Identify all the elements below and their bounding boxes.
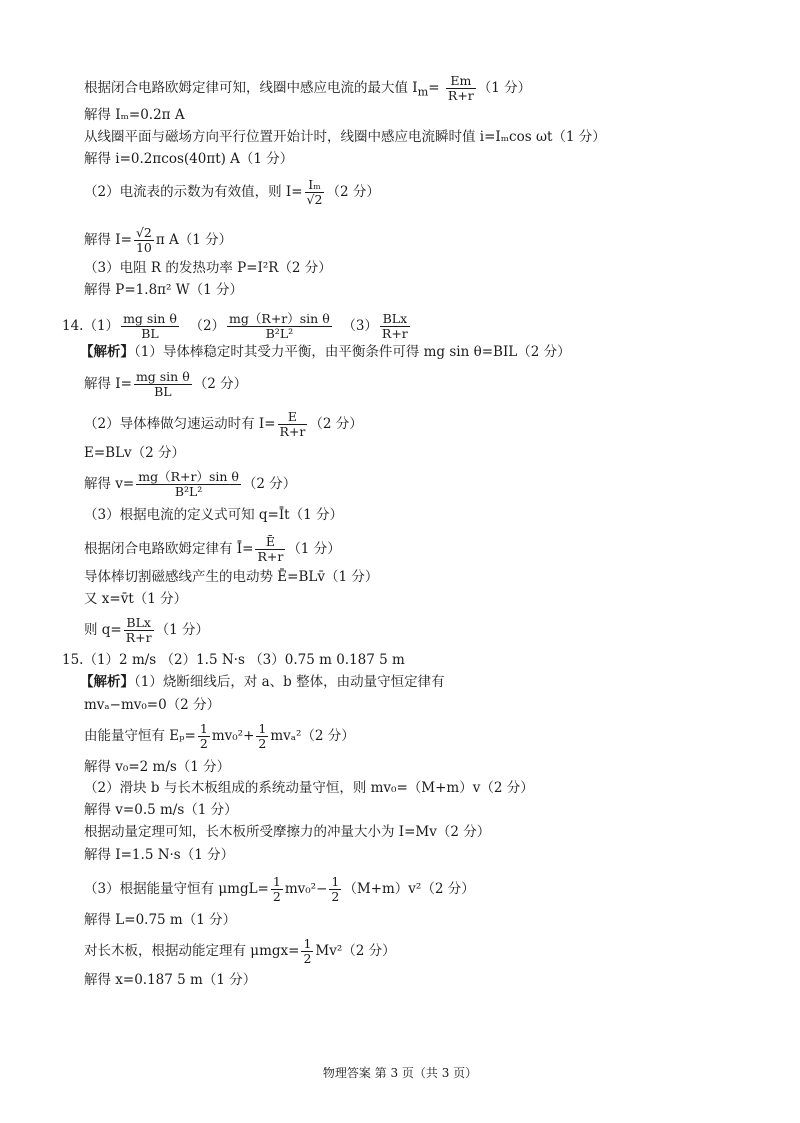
q13-line6-text: 解得 I= xyxy=(84,232,132,248)
q13-line1-eq: = xyxy=(428,80,440,96)
q14-line3 xyxy=(84,410,363,439)
frac-num: 1 xyxy=(303,936,312,951)
q14-answers xyxy=(62,312,412,341)
frac-den: R+r xyxy=(257,549,284,564)
frac-den: BL xyxy=(154,384,172,399)
q15-line3 xyxy=(84,722,355,751)
q14-l10-fraction xyxy=(124,616,154,645)
frac-num: Iₘ xyxy=(305,178,325,193)
q14-line4: E=BLv（2 分） xyxy=(84,445,186,461)
q14-line10-text: 则 q= xyxy=(84,622,122,638)
q13-line4: 解得 i=0.2πcos(40πt) A（1 分） xyxy=(84,151,294,167)
q15-line12: 解得 x=0.187 5 m（1 分） xyxy=(84,972,257,988)
q15-line5: （2）滑块 b 与长木板组成的系统动量守恒，则 mv₀=（M+m）v（2 分） xyxy=(84,780,534,796)
q14-line5 xyxy=(84,470,296,499)
q14-line3-score: （2 分） xyxy=(309,416,363,432)
q15-line3-tail: mvₐ²（2 分） xyxy=(270,728,355,744)
q15-line9-text: （3）根据能量守恒有 μmgL= xyxy=(84,881,269,897)
frac-den: R+r xyxy=(279,424,306,439)
page-footer: 物理答案 第 3 页（共 3 页） xyxy=(322,1066,478,1080)
q15-l9-frac1 xyxy=(271,875,283,904)
q14-line9: 又 x=v̄t（1 分） xyxy=(84,591,188,607)
frac-den: R+r xyxy=(381,326,408,341)
analysis-tag: 【解析】 xyxy=(80,674,134,690)
q15-line3-text: 由能量守恒有 Eₚ= xyxy=(84,728,196,744)
q13-line1 xyxy=(84,74,531,103)
q13-im-fraction xyxy=(446,74,476,103)
q14-a2-fraction xyxy=(227,312,332,341)
q15-line9-tail: （M+m）v²（2 分） xyxy=(343,881,475,897)
q15-answers: 15.（1）2 m/s （2）1.5 N·s （3）0.75 m 0.187 5 m xyxy=(62,652,405,668)
q14-line2 xyxy=(84,370,247,399)
frac-den: 2 xyxy=(331,889,340,904)
frac-num: mg（R+r）sin θ xyxy=(138,469,239,484)
frac-num: 1 xyxy=(272,874,281,889)
q15-line9-mid: mv₀²− xyxy=(284,881,328,897)
q13-line6-tail: π A（1 分） xyxy=(155,232,233,248)
frac-den: BL xyxy=(141,326,159,341)
q14-line2-score: （2 分） xyxy=(193,376,248,392)
q14-l5-fraction xyxy=(136,470,241,499)
frac-num: BLx xyxy=(124,616,154,631)
frac-den: R+r xyxy=(125,630,152,645)
frac-num: E xyxy=(278,410,308,425)
q15-l11-fraction xyxy=(301,937,313,966)
q14-l7-fraction xyxy=(255,535,285,564)
frac-num: 1 xyxy=(258,721,267,736)
q14-a3-fraction xyxy=(380,312,410,341)
frac-den: 2 xyxy=(258,736,267,751)
q14-line8: 导体棒切割磁感线产生的电动势 Ē=BLv̄（1 分） xyxy=(84,569,379,585)
q13-line8: 解得 P=1.8π² W（1 分） xyxy=(84,282,243,298)
frac-den: R+r xyxy=(447,88,474,103)
q15-line11-tail: Mv²（2 分） xyxy=(315,943,396,959)
q13-line7: （3）电阻 R 的发热功率 P=I²R（2 分） xyxy=(84,260,332,276)
frac-num: BLx xyxy=(380,312,410,327)
q14-line6: （3）根据电流的定义式可知 q=Īt（1 分） xyxy=(84,507,343,523)
q13-line1-score: （1 分） xyxy=(477,80,532,96)
q14-a1-fraction xyxy=(121,312,179,341)
frac-den: 10 xyxy=(135,240,152,255)
q15-analysis-line1 xyxy=(80,673,445,691)
q14-analysis-line1 xyxy=(80,343,571,361)
q15-l3-frac1 xyxy=(198,722,210,751)
q14-answer-head: 14.（1） xyxy=(62,318,120,334)
frac-den: B²L² xyxy=(265,326,294,341)
q15-l9-frac2 xyxy=(329,875,341,904)
q14-l3-fraction xyxy=(278,410,308,439)
q13-line2: 解得 Iₘ=0.2π A xyxy=(84,107,185,123)
q13-line6 xyxy=(84,226,232,255)
frac-den: √2 xyxy=(306,192,323,207)
frac-den: 2 xyxy=(303,951,312,966)
frac-num: 1 xyxy=(331,874,340,889)
q15-line2: mvₐ−mv₀=0（2 分） xyxy=(84,697,221,713)
q15-line3-mid: mv₀²+ xyxy=(211,728,255,744)
q14-line3-text: （2）导体棒做匀速运动时有 I= xyxy=(84,416,276,432)
frac-num: mg sin θ xyxy=(123,311,177,326)
frac-num: √2 xyxy=(135,225,152,240)
q15-analysis-text: （1）烧断细线后，对 a、b 整体，由动量守恒定律有 xyxy=(134,674,445,690)
q13-line1-text: 根据闭合电路欧姆定律可知，线圈中感应电流的最大值 I xyxy=(84,80,418,96)
frac-den: 2 xyxy=(199,736,208,751)
q14-line5-score: （2 分） xyxy=(242,476,297,492)
frac-num: mg sin θ xyxy=(135,369,190,384)
q14-line7-text: 根据闭合电路欧姆定律有 Ī= xyxy=(84,541,254,557)
q14-a2-head: （2） xyxy=(189,318,226,334)
q15-line4: 解得 v₀=2 m/s（1 分） xyxy=(84,759,231,775)
q14-l2-fraction xyxy=(134,370,192,399)
q15-line8: 解得 I=1.5 N·s（1 分） xyxy=(84,847,235,863)
frac-den: 2 xyxy=(272,889,281,904)
q14-line5-text: 解得 v= xyxy=(84,476,135,492)
q13-rms-fraction xyxy=(305,178,325,207)
q14-line7 xyxy=(84,535,341,564)
q14-line2-text: 解得 I= xyxy=(84,376,132,392)
analysis-tag: 【解析】 xyxy=(80,344,134,360)
q14-analysis-text: （1）导体棒稳定时其受力平衡，由平衡条件可得 mg sin θ=BIL（2 分） xyxy=(134,344,571,360)
q13-line1-sub: m xyxy=(417,85,429,99)
q13-line5 xyxy=(84,178,380,207)
q13-line5-score: （2 分） xyxy=(326,184,380,200)
q13-line3: 从线圈平面与磁场方向平行位置开始计时，线圈中感应电流瞬时值 i=Iₘcos ωt（1 分） xyxy=(84,129,606,145)
frac-den: B²L² xyxy=(174,484,203,499)
q15-line6: 解得 v=0.5 m/s（1 分） xyxy=(84,802,238,818)
q15-line10: 解得 L=0.75 m（1 分） xyxy=(84,912,237,928)
q15-line7: 根据动量定理可知，长木板所受摩擦力的冲量大小为 I=Mv（2 分） xyxy=(84,824,491,840)
q15-line11 xyxy=(84,937,396,966)
q15-l3-frac2 xyxy=(256,722,268,751)
q15-line11-text: 对长木板，根据动能定理有 μmgx= xyxy=(84,943,300,959)
frac-num: 1 xyxy=(199,721,208,736)
q13-i-fraction xyxy=(134,226,154,255)
q14-line10-score: （1 分） xyxy=(155,622,210,638)
q14-line10 xyxy=(84,616,209,645)
frac-num: mg（R+r）sin θ xyxy=(229,311,330,326)
q14-line7-score: （1 分） xyxy=(287,541,341,557)
frac-num: Em xyxy=(446,74,476,89)
frac-num: Ē xyxy=(255,535,285,550)
q15-line9 xyxy=(84,875,475,904)
q13-line5-text: （2）电流表的示数为有效值，则 I= xyxy=(84,184,303,200)
q14-a3-head: （3） xyxy=(342,318,378,334)
